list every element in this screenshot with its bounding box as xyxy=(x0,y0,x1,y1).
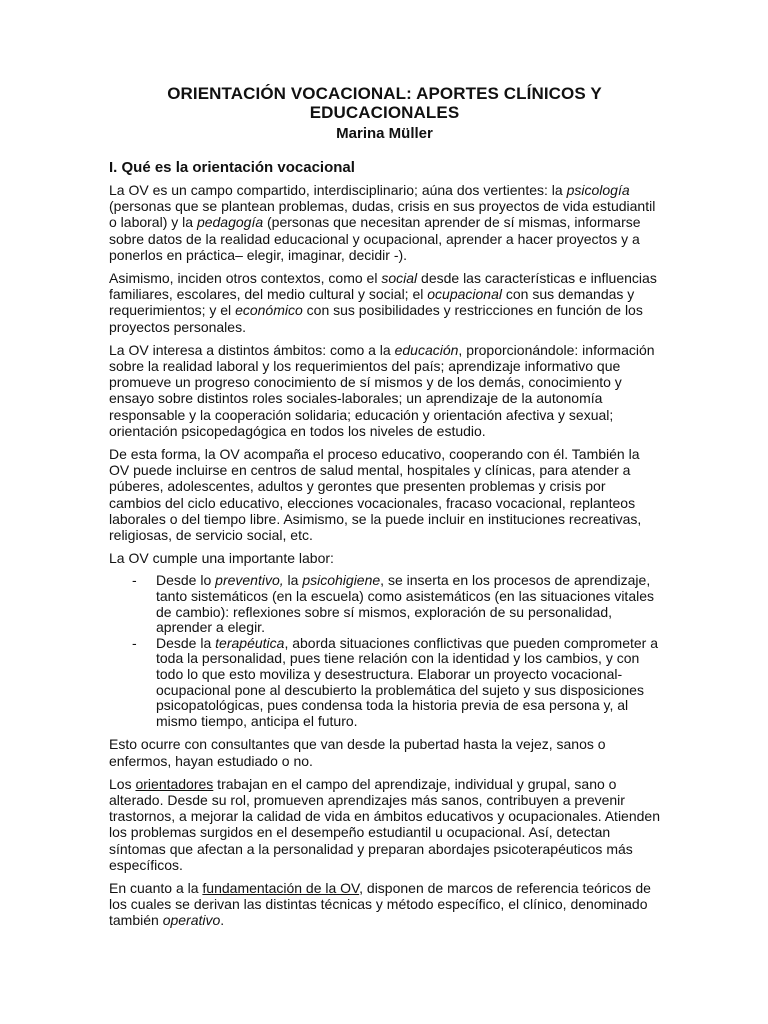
paragraph-5: La OV cumple una importante labor: xyxy=(109,550,334,567)
paragraph-6: Esto ocurre con consultantes que van desde la pubertad hasta la vejez, sanos o enfermos, hayan estudiado o no. xyxy=(109,736,606,769)
list-item: - Desde lo preventivo, la psicohigiene, se inserta en los procesos de aprendizaje, tanto sistemáticos (en la escuela) como asistemáticos (en las situaciones vitales de cambio): reflexiones sobre sí mismos, exploración de su personalidad, aprender a elegir. xyxy=(132,572,654,636)
underlined-term: orientadores xyxy=(135,775,214,792)
list-dash: - xyxy=(132,572,137,589)
list-dash: - xyxy=(132,634,137,651)
paragraph-2: Asimismo, inciden otros contextos, como el social desde las características e influencias familiares, escolares, del medio cultural y social; el ocupacional con sus demandas y requerimientos; y el económico con sus posibilidades y restricciones en función de los proyectos personales. xyxy=(109,270,657,335)
paragraph-1: La OV es un campo compartido, interdisciplinario; aúna dos vertientes: la psicología (personas que se plantean problemas, dudas, crisis en sus proyectos de vida estudiantil o laboral) y la pedagogía (personas que necesitan aprender de sí mismas, informarse sobre datos de la realidad educacional y ocupacional, aprender a hacer proyectos y a ponerlos en práctica– elegir, imaginar, decidir -). xyxy=(109,182,656,263)
underlined-term: fundamentación de la OV xyxy=(202,880,360,897)
list-item: - Desde la terapéutica, aborda situaciones conflictivas que pueden comprometer a toda la personalidad, pues tiene relación con la identidad y los cambios, y con todo lo que esto moviliza y desestructura. Elaborar un proyecto vocacional-ocupacional pone al descubierto la problemática del sujeto y sus disposiciones psicopatológicas, pues condensa toda la historia previa de esa persona y, al mismo tiempo, anticipa el futuro. xyxy=(132,634,658,729)
labor-list xyxy=(109,573,660,729)
paragraph-7: Los orientadores trabajan en el campo del aprendizaje, individual y grupal, sano o alterado. Desde su rol, promueven aprendizajes más sanos, contribuyen a prevenir trastornos, a mejorar la calidad de vida en ámbitos educativos y ocupacionales. Atienden los problemas surgidos en el desempeño estudiantil u ocupacional. Así, detectan síntomas que afectan a la personalidad y preparan abordajes psicoterapéuticos más específicos. xyxy=(109,775,660,873)
paragraph-8: En cuanto a la fundamentación de la OV, disponen de marcos de referencia teóricos de los cuales se derivan las distintas técnicas y método específico, el clínico, denominado también operativo. xyxy=(109,880,651,929)
author-name: Marina Müller xyxy=(336,125,433,142)
paragraph-3: La OV interesa a distintos ámbitos: como a la educación, proporcionándole: información sobre la realidad laboral y los requerimientos del país; aprendizaje informativo que promueve un progreso conocimiento de sí mismos y de los demás, conocimiento y ensayo sobre distintos roles sociales-laborales; un aprendizaje de la autonomía responsable y la cooperación solidaria; educación y orientación afectiva y sexual; orientación psicopedagógica en todos los niveles de estudio. xyxy=(109,341,655,439)
paragraph-4: De esta forma, la OV acompaña el proceso educativo, cooperando con él. También la OV puede incluirse en centros de salud mental, hospitales y clínicas, para atender a púberes, adolescentes, adultos y gerontes que presenten problemas y crisis por cambios del ciclo educativo, elecciones vocacionales, fracaso vocacional, replanteos laborales o del tiempo libre. Asimismo, se la puede incluir en instituciones recreativas, religiosas, de servicio social, etc. xyxy=(109,446,642,544)
section-heading: I. Qué es la orientación vocacional xyxy=(109,159,355,176)
document-title: ORIENTACIÓN VOCACIONAL: APORTES CLÍNICOS Y EDUCACIONALES xyxy=(167,84,602,122)
